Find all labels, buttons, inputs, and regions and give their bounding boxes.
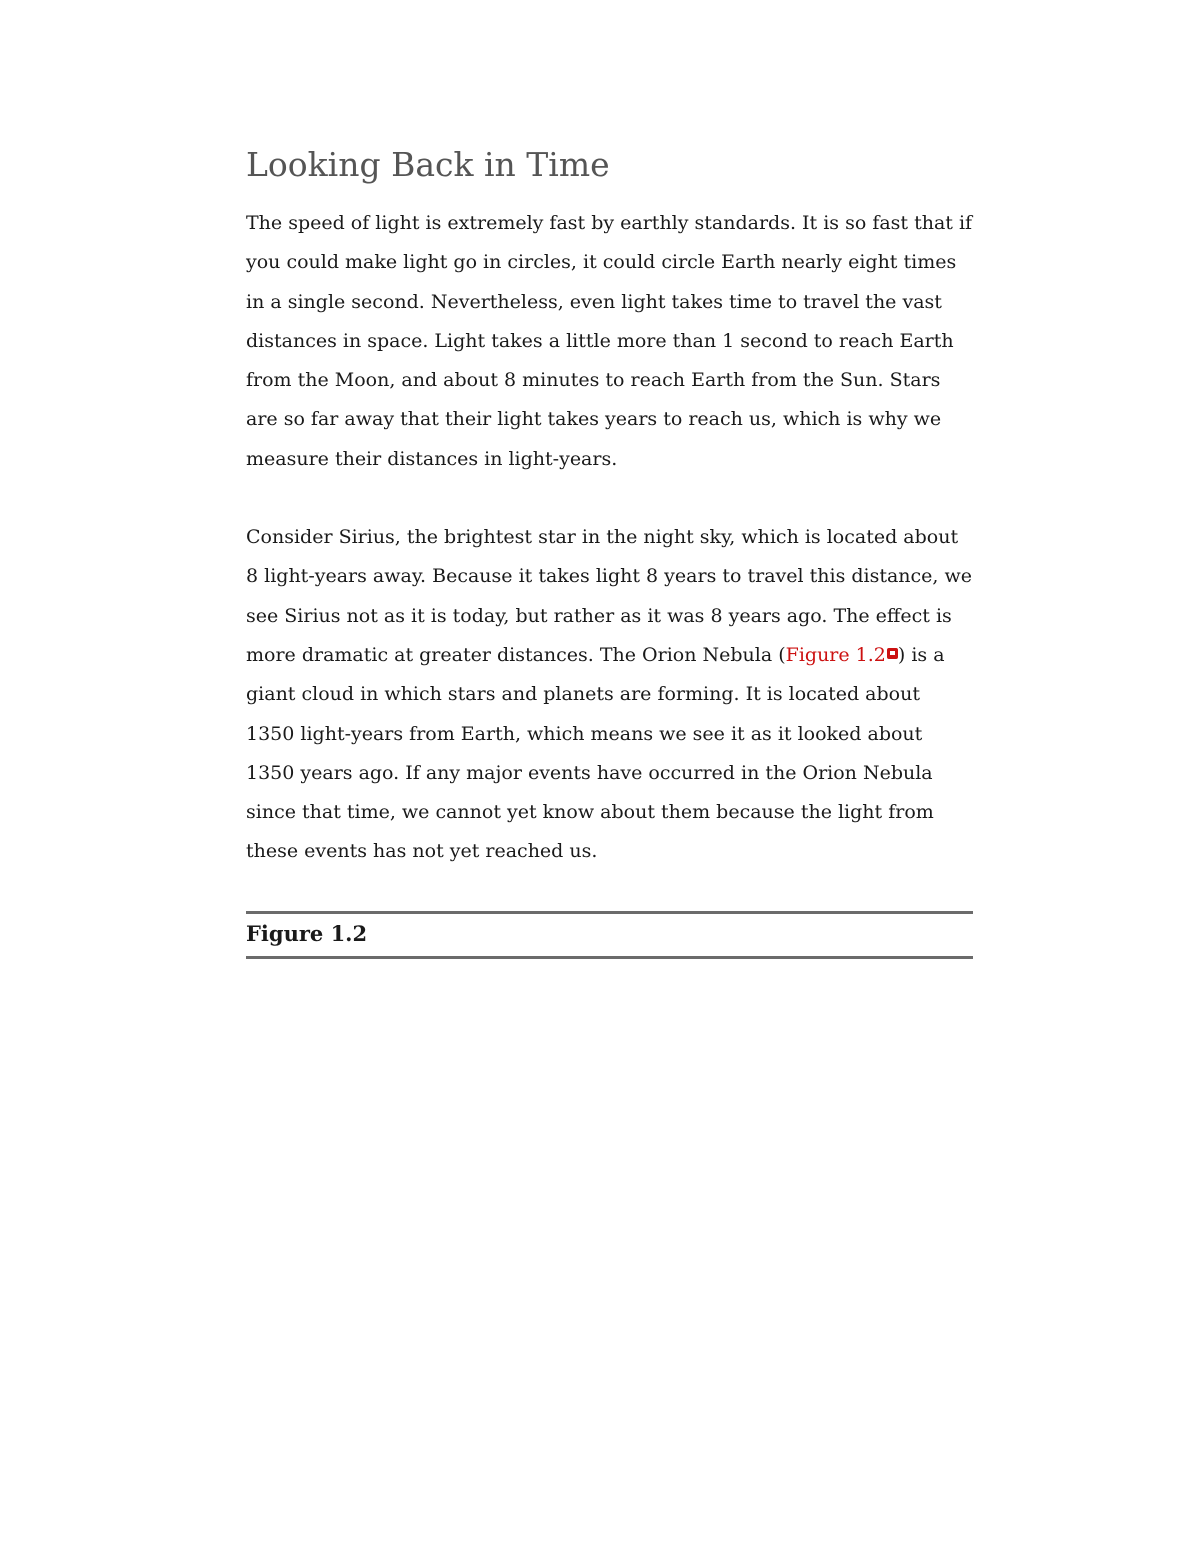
figure-block	[246, 911, 973, 959]
paragraph-speed-of-light: The speed of light is extremely fast by earthly standards. It is so fast that if you could make light go in circles, it could circle Earth nearly eight times in a single second. Nevertheless, even light takes time to travel the vast distances in space. Light takes a little more than 1 second to reach Earth from the Moon, and about 8 minutes to reach Earth from the Sun. Stars are so far away that their light takes years to reach us, which is why we measure their distances in light-years.	[246, 212, 973, 470]
figure-caption: Figure 1.2	[246, 920, 368, 946]
external-link-icon	[887, 648, 898, 659]
paragraph-text-after-link: ) is a giant cloud in which stars and planets are forming. It is located about 1350 light-years from Earth, which means we see it as it looked about 1350 years ago. If any major events have occurred in the Orion Nebula since that time, we cannot yet know about them because the light from these events has not yet reached us.	[246, 643, 945, 863]
figure-reference-label: Figure 1.2	[785, 643, 886, 666]
paragraph-sirius	[246, 518, 973, 872]
section-title: Looking Back in Time	[246, 145, 610, 184]
document-page	[246, 140, 973, 959]
paragraph-text-before-link: Consider Sirius, the brightest star in the night sky, which is located about 8 light-years away. Because it takes light 8 years to travel this distance, we see Sirius not as it is today, but rather as it was 8 years ago. The effect is more dramatic at greater distances. The Orion Nebula (	[246, 526, 973, 666]
figure-reference-link[interactable]	[786, 644, 898, 666]
